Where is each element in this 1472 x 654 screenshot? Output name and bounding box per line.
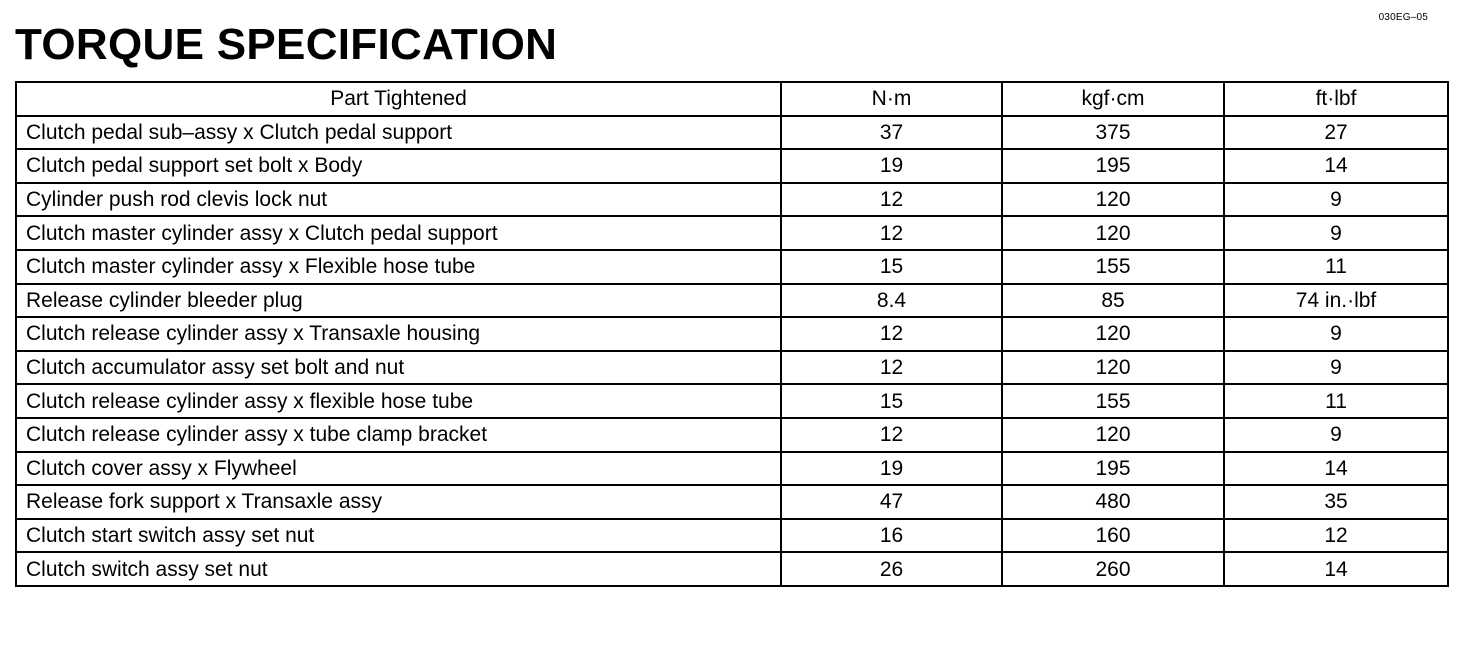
part-cell: Clutch master cylinder assy x Clutch pedal support (16, 216, 781, 250)
nm-cell: 12 (781, 418, 1002, 452)
table-row (16, 552, 1448, 586)
kgf-cm-cell: 120 (1002, 216, 1224, 250)
table-row (16, 418, 1448, 452)
kgf-cm-cell: 260 (1002, 552, 1224, 586)
ft-lbf-cell: 11 (1224, 250, 1448, 284)
nm-cell: 19 (781, 149, 1002, 183)
ft-lbf-cell: 27 (1224, 116, 1448, 150)
part-cell: Clutch cover assy x Flywheel (16, 452, 781, 486)
nm-cell: 47 (781, 485, 1002, 519)
part-cell: Clutch master cylinder assy x Flexible hose tube (16, 250, 781, 284)
table-row (16, 116, 1448, 150)
ft-lbf-cell: 74 in.·lbf (1224, 284, 1448, 318)
kgf-cm-cell: 480 (1002, 485, 1224, 519)
table-row (16, 317, 1448, 351)
header-ft-lbf: ft·lbf (1224, 82, 1448, 116)
nm-cell: 19 (781, 452, 1002, 486)
part-cell: Clutch start switch assy set nut (16, 519, 781, 553)
kgf-cm-cell: 155 (1002, 250, 1224, 284)
table-body (16, 116, 1448, 586)
ft-lbf-cell: 9 (1224, 418, 1448, 452)
table-row (16, 183, 1448, 217)
part-cell: Clutch pedal support set bolt x Body (16, 149, 781, 183)
part-cell: Clutch release cylinder assy x tube clamp bracket (16, 418, 781, 452)
page-title: TORQUE SPECIFICATION (15, 20, 558, 69)
part-cell: Clutch release cylinder assy x flexible hose tube (16, 384, 781, 418)
ft-lbf-cell: 9 (1224, 183, 1448, 217)
header-part-tightened: Part Tightened (16, 82, 781, 116)
nm-cell: 37 (781, 116, 1002, 150)
ft-lbf-cell: 35 (1224, 485, 1448, 519)
ft-lbf-cell: 9 (1224, 317, 1448, 351)
part-cell: Release cylinder bleeder plug (16, 284, 781, 318)
table-row (16, 519, 1448, 553)
nm-cell: 12 (781, 183, 1002, 217)
part-cell: Release fork support x Transaxle assy (16, 485, 781, 519)
table-row (16, 149, 1448, 183)
nm-cell: 16 (781, 519, 1002, 553)
table-row (16, 284, 1448, 318)
nm-cell: 15 (781, 384, 1002, 418)
table-row (16, 384, 1448, 418)
ft-lbf-cell: 12 (1224, 519, 1448, 553)
kgf-cm-cell: 195 (1002, 452, 1224, 486)
kgf-cm-cell: 120 (1002, 317, 1224, 351)
table-header-row (16, 82, 1448, 116)
nm-cell: 12 (781, 317, 1002, 351)
table-row (16, 485, 1448, 519)
kgf-cm-cell: 120 (1002, 183, 1224, 217)
nm-cell: 26 (781, 552, 1002, 586)
kgf-cm-cell: 120 (1002, 418, 1224, 452)
kgf-cm-cell: 375 (1002, 116, 1224, 150)
kgf-cm-cell: 195 (1002, 149, 1224, 183)
table-row (16, 452, 1448, 486)
table-row (16, 216, 1448, 250)
part-cell: Clutch switch assy set nut (16, 552, 781, 586)
nm-cell: 12 (781, 351, 1002, 385)
kgf-cm-cell: 155 (1002, 384, 1224, 418)
part-cell: Clutch release cylinder assy x Transaxle housing (16, 317, 781, 351)
ft-lbf-cell: 14 (1224, 552, 1448, 586)
ft-lbf-cell: 11 (1224, 384, 1448, 418)
table-row (16, 351, 1448, 385)
kgf-cm-cell: 85 (1002, 284, 1224, 318)
nm-cell: 12 (781, 216, 1002, 250)
nm-cell: 8.4 (781, 284, 1002, 318)
document-code: 030EG–05 (1378, 12, 1428, 23)
part-cell: Cylinder push rod clevis lock nut (16, 183, 781, 217)
table-row (16, 250, 1448, 284)
ft-lbf-cell: 9 (1224, 216, 1448, 250)
torque-table (15, 81, 1449, 587)
ft-lbf-cell: 14 (1224, 149, 1448, 183)
kgf-cm-cell: 120 (1002, 351, 1224, 385)
part-cell: Clutch accumulator assy set bolt and nut (16, 351, 781, 385)
part-cell: Clutch pedal sub–assy x Clutch pedal support (16, 116, 781, 150)
nm-cell: 15 (781, 250, 1002, 284)
ft-lbf-cell: 9 (1224, 351, 1448, 385)
kgf-cm-cell: 160 (1002, 519, 1224, 553)
header-nm: N·m (781, 82, 1002, 116)
ft-lbf-cell: 14 (1224, 452, 1448, 486)
header-kgf-cm: kgf·cm (1002, 82, 1224, 116)
